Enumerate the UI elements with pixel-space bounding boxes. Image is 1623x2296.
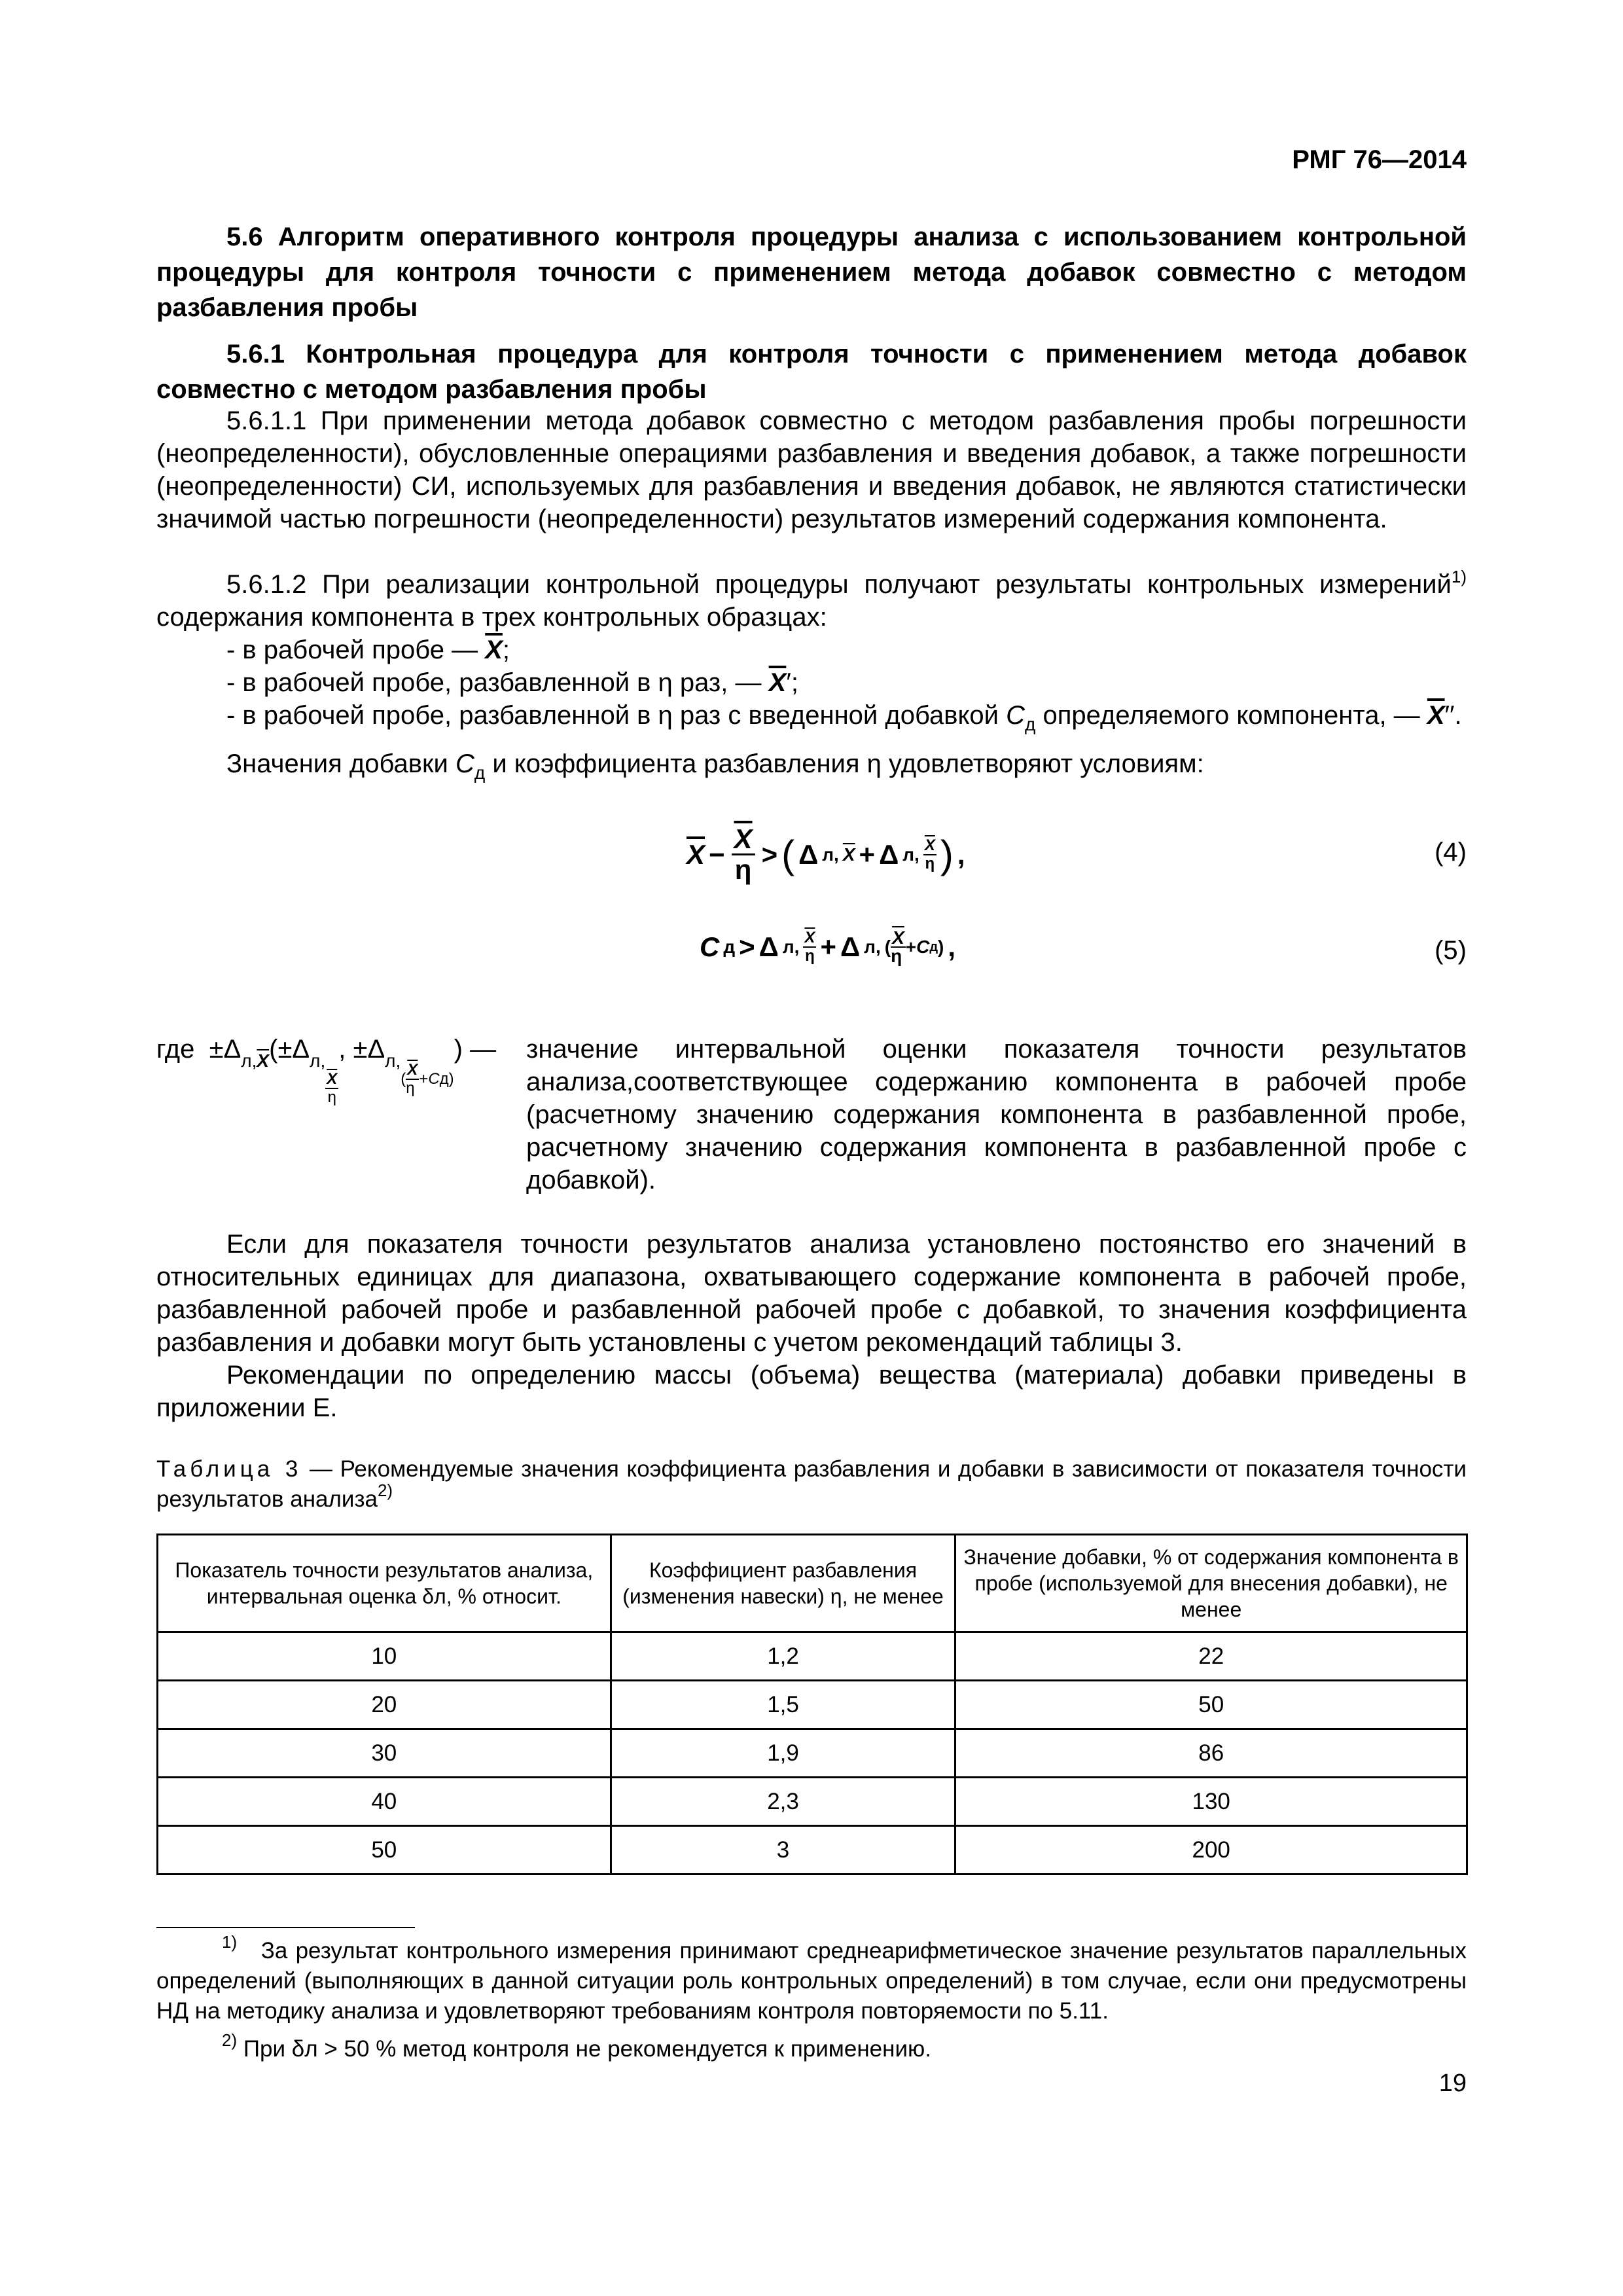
paragraph-5-6-1-1: 5.6.1.1 При применении метода добавок совместно с методом разбавления пробы погрешности (неопределенности), обусловленные операциями разбавления и введения добавок, а также погрешности (неопределенности) СИ, используемых для разбавления и введения добавок, не являются статистически значимой частью погрешности (неопределенности) результатов измерений содержания компонента.: [156, 406, 1467, 533]
table-cell: 30: [158, 1729, 611, 1778]
formula-5: C д > Δ л, $\overline{X}$ η + Δ л, ( $\overline{X}$ η + C д ) , (5): [700, 927, 1467, 966]
p-5-6-1-2-text2: содержания компонента в трех контрольных образцах:: [156, 603, 827, 632]
footnote-ref-1: 1): [1451, 567, 1467, 586]
conditions-text: Значения добавки $C_д$ и коэффициента разбавления η удовлетворяют условиям:: [226, 749, 1204, 783]
table-3: [156, 1534, 1468, 1875]
paragraph-5-6-1-2: [156, 568, 1467, 789]
paragraph-recommendations: Рекомендации по определению массы (объема) вещества (материала) добавки приведены в приложении Е.: [156, 1361, 1467, 1422]
column-header: Значение добавки, % от содержания компонента в пробе (используемой для внесения добавки), не менее: [955, 1535, 1467, 1632]
table-cell: 50: [955, 1681, 1467, 1729]
table-row: [158, 1826, 1467, 1874]
table-cell: 50: [158, 1826, 611, 1874]
where-symbols: где $\pm\Delta_{л,\overline{X}}(\pm\Delta_{л,}$ $\frac{\overline{X}}{\eta}$ , $\pm\Delta_{л,}$( $\overline{X}$ η + C д )) —: [156, 1035, 497, 1106]
where-description: значение интервальной оценки показателя точности результатов анализа,соответствующее содержанию компонента в рабочей пробе (расчетному значению содержания компонента в разбавленной пробе, расчетному значению содержания компонента в разбавленной пробе с добавкой).: [526, 1035, 1467, 1194]
formula-number: (5): [1435, 936, 1467, 965]
table-row: [158, 1778, 1467, 1826]
table-cell: 1,9: [611, 1729, 955, 1778]
formula-4: $\overline{X}$ − $\frac{\overline{X}}{\eta}$ > ( Δ л, $\overline{X}$ + Δ л, $\overline{X}$ η ) , (4): [687, 823, 1467, 885]
p-5-6-1-2-text: 5.6.1.2 При реализации контрольной процедуры получают результаты контрольных измерений: [226, 570, 1452, 599]
table-cell: 10: [158, 1632, 611, 1681]
table-cell: 22: [955, 1632, 1467, 1681]
list-item: - в рабочей пробе, разбавленной в η раз, — $\overline{X}'$;: [226, 668, 798, 697]
table-3-caption: Таблица 3 — Рекомендуемые значения коэффициента разбавления и добавки в зависимости от показателя точности результатов анализа$^{2)}$: [156, 1456, 1467, 1512]
paragraph-if: Если для показателя точности результатов анализа установлено постоянство его значений в относительных единицах для диапазона, охватывающего содержание компонента в рабочей пробе, разбавленной рабочей пробе и разбавленной рабочей пробе с добавкой, то значения коэффициента разбавления и добавки могут быть установлены с учетом рекомендаций таблицы 3.: [156, 1230, 1467, 1357]
section-5-6-heading: 5.6 Алгоритм оперативного контроля процедуры анализа с использованием контрольной процедуры для контроля точности с применением метода добавок совместно с методом разбавления пробы: [156, 223, 1467, 322]
table-header-row: [158, 1535, 1467, 1632]
table-cell: 3: [611, 1826, 955, 1874]
table-cell: 2,3: [611, 1778, 955, 1826]
footnote-1: $^{1)}$ За результат контрольного измерения принимают среднеарифметическое значение результатов параллельных определений (выполняющих в данной ситуации роль контрольных определений) в том случае, если они предусмотрены НД на методику анализа и удовлетворяют требованиям контроля повторяемости по 5.11.: [156, 1932, 1467, 2024]
table-row: [158, 1632, 1467, 1681]
table-cell: 130: [955, 1778, 1467, 1826]
table-row: [158, 1681, 1467, 1729]
document-id-header: РМГ 76—2014: [1292, 145, 1467, 174]
page-number: 19: [1438, 2070, 1467, 2097]
formula-number: (4): [1435, 838, 1467, 867]
list-item: - в рабочей пробе — $\overline{X}$;: [226, 636, 510, 664]
list-item: - в рабочей пробе, разбавленной в η раз с введенной добавкой $C_д$ определяемого компонента, — $\overline{X}''$.: [226, 701, 1462, 734]
column-header: Коэффициент разбавления (изменения навески) η, не менее: [611, 1535, 955, 1632]
table-cell: 1,5: [611, 1681, 955, 1729]
table-cell: 40: [158, 1778, 611, 1826]
table-cell: 20: [158, 1681, 611, 1729]
table-cell: 200: [955, 1826, 1467, 1874]
column-header: Показатель точности результатов анализа, интервальная оценка δл, % относит.: [158, 1535, 611, 1632]
table-cell: 86: [955, 1729, 1467, 1778]
table-row: [158, 1729, 1467, 1778]
footnote-2: $^{2)}$ При δл > 50 % метод контроля не рекомендуется к применению.: [222, 2030, 931, 2062]
section-5-6-1-heading: 5.6.1 Контрольная процедура для контроля точности с применением метода добавок совместно с методом разбавления пробы: [156, 340, 1467, 404]
table-cell: 1,2: [611, 1632, 955, 1681]
footnote-divider: [156, 1927, 415, 1928]
